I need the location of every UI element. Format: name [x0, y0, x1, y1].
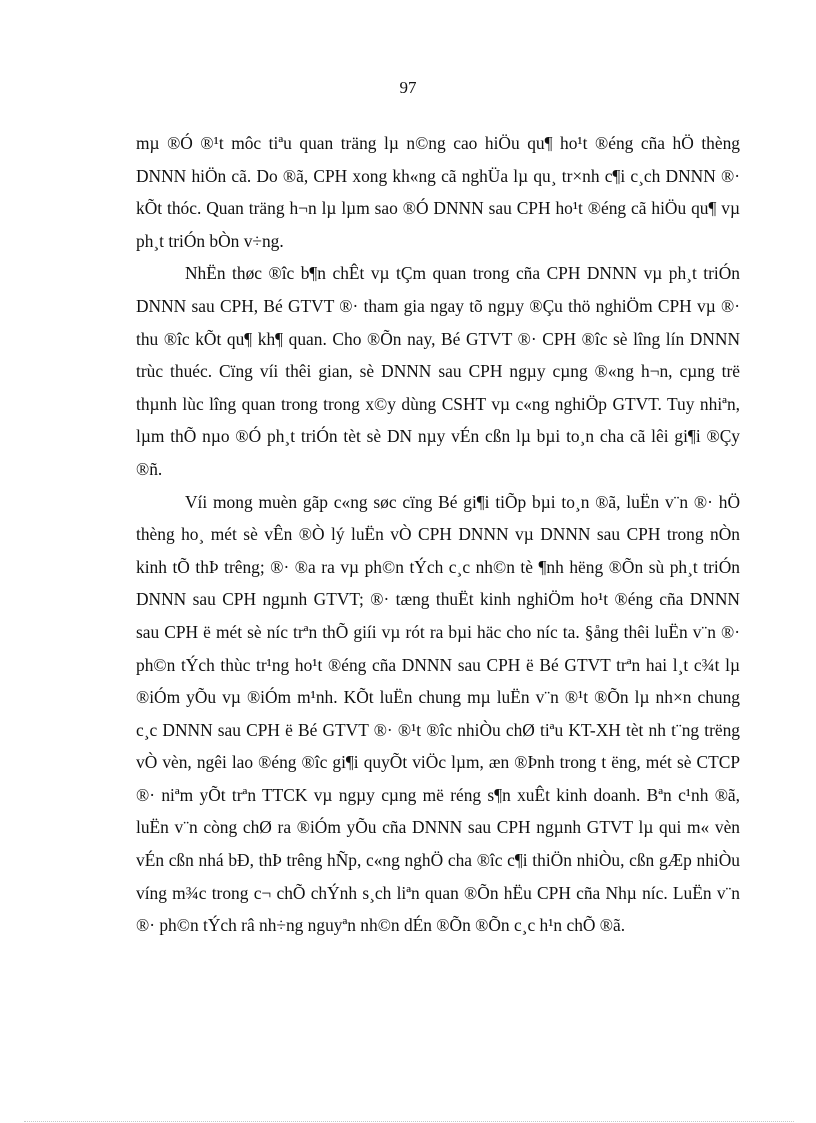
paragraph-1: mµ ®Ó ®¹t môc tiªu quan träng lµ n©ng cao hiÖu qu¶ ho¹t ®éng cña hÖ thèng DNNN hiÖn cã. Do ®ã, CPH xong kh«ng cã nghÜa lµ qu¸ tr×nh c¶i c¸ch DNNN ®· kÕt thóc. Quan träng h¬n lµ lµm sao ®Ó DNNN sau CPH ho¹t ®éng cã hiÖu qu¶ vµ ph¸t triÓn bÒn v÷ng. [136, 133, 740, 251]
paragraph-2: NhËn thøc ®îc b¶n chÊt vµ tÇm quan trong cña CPH DNNN vµ ph¸t triÓn DNNN sau CPH, Bé GTVT ®· tham gia ngay tõ ngµy ®Çu thö nghiÖm CPH vµ ®· thu ®îc kÕt qu¶ kh¶ quan. Cho ®Õn nay, Bé GTVT ®· CPH ®îc sè lîng lín DNNN trùc thuéc. Cïng víi thêi gian, sè DNNN sau CPH ngµy cµng ®«ng h¬n, cµng trë thµnh lùc lîng quan trong trong x©y dùng CSHT vµ c«ng nghiÖp GTVT. Tuy nhiªn, lµm thÕ nµo ®Ó ph¸t triÓn tèt sè DN nµy vÉn cßn lµ bµi to¸n cha cã lêi gi¶i ®Çy ®ñ. [136, 263, 740, 479]
paragraph-3: Víi mong muèn gãp c«ng søc cïng Bé gi¶i tiÕp bµi to¸n ®ã, luËn v¨n ®· hÖ thèng ho¸ mét sè vÊn ®Ò lý luËn vÒ CPH DNNN vµ DNNN sau CPH trong nÒn kinh tÕ thÞ trêng; ®· ®a ra vµ ph©n tÝch c¸c nh©n tè ¶nh hëng ®Õn sù ph¸t triÓn DNNN sau CPH ngµnh GTVT; ®· tæng thuËt kinh nghiÖm ho¹t ®éng cña DNNN sau CPH ë mét sè níc trªn thÕ giíi vµ rót ra bµi häc cho níc ta. §ång thêi luËn v¨n ®· ph©n tÝch thùc tr¹ng ho¹t ®éng cña DNNN sau CPH ë Bé GTVT trªn hai l¸t c¾t lµ ®iÓm yÕu vµ ®iÓm m¹nh. KÕt luËn chung mµ luËn v¨n ®¹t ®Õn lµ nh×n chung c¸c DNNN sau CPH ë Bé GTVT ®· ®¹t ®îc nhiÒu chØ tiªu KT-XH tèt nh t¨ng trëng vÒ vèn, ngêi lao ®éng ®îc gi¶i quyÕt viÖc lµm, æn ®Þnh trong t ëng, mét sè CTCP ®· niªm yÕt trªn TTCK vµ ngµy cµng më réng s¶n xuÊt kinh doanh. Bªn c¹nh ®ã, luËn v¨n còng chØ ra ®iÓm yÕu cña DNNN sau CPH ngµnh GTVT lµ qui m« vèn vÉn cßn nhá bÐ, thÞ trêng hÑp, c«ng nghÖ cha ®îc c¶i thiÖn nhiÒu, cßn gÆp nhiÒu víng m¾c trong c¬ chÕ chÝnh s¸ch liªn quan ®Õn hËu CPH cña Nhµ níc. LuËn v¨n ®· ph©n tÝch râ nh÷ng nguyªn nh©n dÉn ®Õn ®Õn c¸c h¹n chÕ ®ã. [136, 491, 740, 936]
page-number: 97 [399, 78, 417, 97]
body-text [136, 127, 740, 942]
page-bottom-divider [24, 1121, 794, 1122]
